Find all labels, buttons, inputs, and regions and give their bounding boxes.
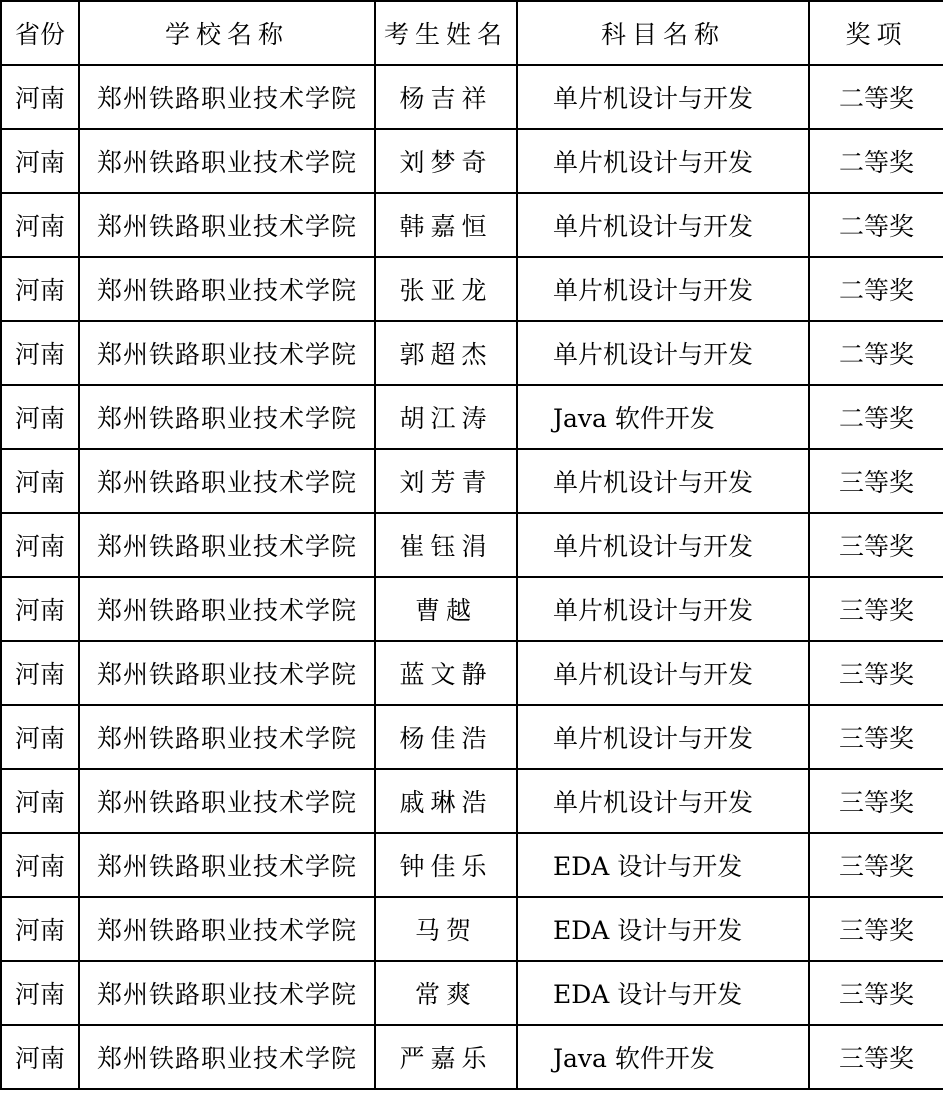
cell-province: 河南 (1, 449, 79, 513)
cell-subject (517, 833, 809, 897)
cell-award: 三等奖 (809, 833, 943, 897)
cell-school: 郑州铁路职业技术学院 (79, 769, 375, 833)
cell-award: 二等奖 (809, 129, 943, 193)
table-row (1, 321, 943, 385)
cell-province: 河南 (1, 961, 79, 1025)
subject-text: 单片机设计与开发 (553, 660, 754, 689)
cell-province: 河南 (1, 833, 79, 897)
cell-province: 河南 (1, 257, 79, 321)
cell-school: 郑州铁路职业技术学院 (79, 961, 375, 1025)
subject-text: EDA 设计与开发 (553, 852, 743, 881)
cell-student: 刘芳青 (375, 449, 517, 513)
subject-text: 单片机设计与开发 (553, 468, 754, 497)
cell-award: 三等奖 (809, 1025, 943, 1089)
cell-subject (517, 577, 809, 641)
cell-award: 二等奖 (809, 65, 943, 129)
table-row (1, 577, 943, 641)
cell-award: 二等奖 (809, 321, 943, 385)
cell-school: 郑州铁路职业技术学院 (79, 641, 375, 705)
table-row (1, 257, 943, 321)
cell-school: 郑州铁路职业技术学院 (79, 449, 375, 513)
cell-school: 郑州铁路职业技术学院 (79, 65, 375, 129)
cell-student: 曹越 (375, 577, 517, 641)
table-row (1, 897, 943, 961)
cell-award: 三等奖 (809, 513, 943, 577)
cell-student: 常爽 (375, 961, 517, 1025)
cell-province: 河南 (1, 65, 79, 129)
cell-student: 刘梦奇 (375, 129, 517, 193)
cell-subject (517, 321, 809, 385)
cell-subject (517, 513, 809, 577)
table-header (1, 1, 943, 65)
cell-school: 郑州铁路职业技术学院 (79, 1025, 375, 1089)
cell-award: 三等奖 (809, 705, 943, 769)
cell-school: 郑州铁路职业技术学院 (79, 129, 375, 193)
cell-award: 二等奖 (809, 385, 943, 449)
cell-student: 郭超杰 (375, 321, 517, 385)
cell-province: 河南 (1, 897, 79, 961)
cell-subject (517, 769, 809, 833)
cell-award: 二等奖 (809, 193, 943, 257)
cell-subject (517, 897, 809, 961)
header-award: 奖项 (809, 1, 943, 65)
cell-award: 二等奖 (809, 257, 943, 321)
subject-text: 单片机设计与开发 (553, 532, 754, 561)
cell-school: 郑州铁路职业技术学院 (79, 321, 375, 385)
cell-school: 郑州铁路职业技术学院 (79, 705, 375, 769)
cell-province: 河南 (1, 129, 79, 193)
subject-text: 单片机设计与开发 (553, 276, 754, 305)
table-row (1, 513, 943, 577)
table-row (1, 769, 943, 833)
cell-student: 蓝文静 (375, 641, 517, 705)
cell-school: 郑州铁路职业技术学院 (79, 897, 375, 961)
table-row (1, 129, 943, 193)
table-row (1, 705, 943, 769)
cell-student: 杨吉祥 (375, 65, 517, 129)
header-subject: 科目名称 (517, 1, 809, 65)
cell-subject (517, 641, 809, 705)
table-row (1, 65, 943, 129)
cell-subject (517, 385, 809, 449)
cell-subject (517, 1025, 809, 1089)
cell-award: 三等奖 (809, 577, 943, 641)
subject-text: Java 软件开发 (553, 404, 715, 433)
cell-award: 三等奖 (809, 961, 943, 1025)
table-body (1, 65, 943, 1089)
cell-school: 郑州铁路职业技术学院 (79, 833, 375, 897)
cell-award: 三等奖 (809, 641, 943, 705)
cell-province: 河南 (1, 1025, 79, 1089)
cell-subject (517, 257, 809, 321)
cell-subject (517, 129, 809, 193)
cell-student: 韩嘉恒 (375, 193, 517, 257)
cell-subject (517, 65, 809, 129)
cell-subject (517, 705, 809, 769)
table-row (1, 961, 943, 1025)
cell-student: 杨佳浩 (375, 705, 517, 769)
cell-student: 戚琳浩 (375, 769, 517, 833)
table-row (1, 641, 943, 705)
table-row (1, 193, 943, 257)
cell-school: 郑州铁路职业技术学院 (79, 257, 375, 321)
cell-student: 严嘉乐 (375, 1025, 517, 1089)
table-row (1, 833, 943, 897)
header-school: 学校名称 (79, 1, 375, 65)
cell-student: 马贺 (375, 897, 517, 961)
cell-subject (517, 449, 809, 513)
subject-text: 单片机设计与开发 (553, 788, 754, 817)
cell-province: 河南 (1, 577, 79, 641)
cell-school: 郑州铁路职业技术学院 (79, 513, 375, 577)
table-row (1, 1025, 943, 1089)
cell-province: 河南 (1, 513, 79, 577)
cell-subject (517, 961, 809, 1025)
subject-text: 单片机设计与开发 (553, 84, 754, 113)
cell-school: 郑州铁路职业技术学院 (79, 193, 375, 257)
subject-text: 单片机设计与开发 (553, 212, 754, 241)
cell-province: 河南 (1, 705, 79, 769)
subject-text: Java 软件开发 (553, 1044, 715, 1073)
subject-text: EDA 设计与开发 (553, 980, 743, 1009)
header-province: 省份 (1, 1, 79, 65)
cell-province: 河南 (1, 641, 79, 705)
table-row (1, 385, 943, 449)
cell-student: 钟佳乐 (375, 833, 517, 897)
subject-text: 单片机设计与开发 (553, 724, 754, 753)
subject-text: 单片机设计与开发 (553, 596, 754, 625)
cell-province: 河南 (1, 385, 79, 449)
cell-award: 三等奖 (809, 897, 943, 961)
cell-province: 河南 (1, 321, 79, 385)
cell-award: 三等奖 (809, 769, 943, 833)
cell-province: 河南 (1, 193, 79, 257)
cell-subject (517, 193, 809, 257)
cell-school: 郑州铁路职业技术学院 (79, 577, 375, 641)
cell-student: 张亚龙 (375, 257, 517, 321)
header-row (1, 1, 943, 65)
cell-award: 三等奖 (809, 449, 943, 513)
subject-text: 单片机设计与开发 (553, 340, 754, 369)
table-row (1, 449, 943, 513)
cell-school: 郑州铁路职业技术学院 (79, 385, 375, 449)
header-student: 考生姓名 (375, 1, 517, 65)
cell-student: 崔钰涓 (375, 513, 517, 577)
subject-text: 单片机设计与开发 (553, 148, 754, 177)
subject-text: EDA 设计与开发 (553, 916, 743, 945)
cell-student: 胡江涛 (375, 385, 517, 449)
cell-province: 河南 (1, 769, 79, 833)
